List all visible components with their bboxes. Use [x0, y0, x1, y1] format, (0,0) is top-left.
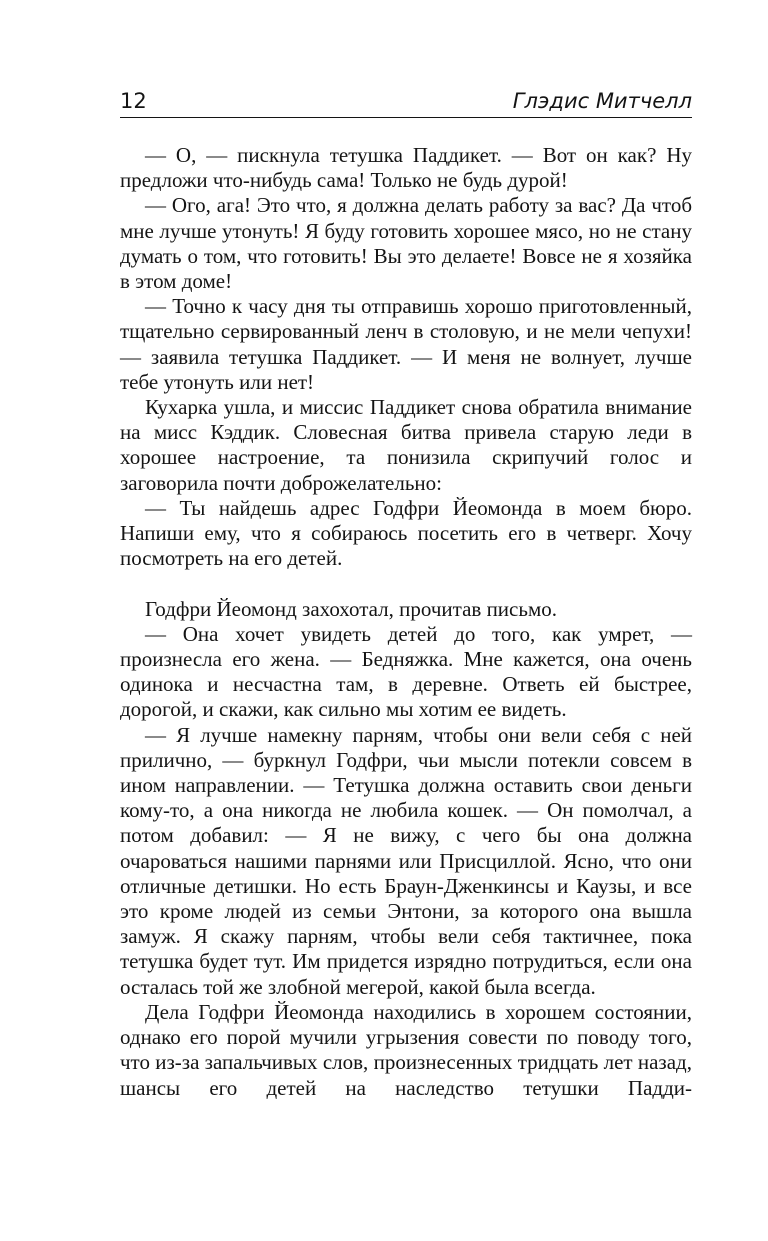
body-text	[120, 143, 692, 1101]
paragraph: — О, — пискнула тетушка Паддикет. — Вот он как? Ну предложи что-нибудь сама! Только не будь дурой!	[120, 143, 692, 193]
paragraph: — Ого, ага! Это что, я должна делать работу за вас? Да чтоб мне лучше утонуть! Я буду готовить хорошее мясо, но не стану думать о том, что готовить! Вы это делаете! Вовсе не я хозяйка в этом доме!	[120, 193, 692, 294]
page-header	[120, 86, 692, 116]
page-number: 12	[120, 89, 147, 113]
header-rule	[120, 117, 692, 118]
paragraph: — Ты найдешь адрес Годфри Йеомонда в моем бюро. Напиши ему, что я собираюсь посетить его в четверг. Хочу посмотреть на его детей.	[120, 495, 692, 571]
paragraph: Годфри Йеомонд захохотал, прочитав письмо.	[145, 596, 557, 621]
paragraph: — Я лучше намекну парням, чтобы они вели себя с ней прилично, — буркнул Годфри, чьи мысли потекли совсем в ином направлении. — Тетушка должна оставить свои деньги кому-то, а она никогда не любила кошек. — Он помолчал, а потом добавил: — Я не вижу, с чего бы она должна очароваться нашими парнями или Присциллой. Ясно, что они отличные детишки. Но есть Браун-Дженкинсы и Каузы, и все это кроме людей из семьи Энтони, за которого она вышла замуж. Я скажу парням, чтобы вели себя тактичнее, пока тетушка будет тут. Им придется изрядно потрудиться, если она осталась той же злобной мегерой, какой была всегда.	[120, 722, 692, 999]
paragraph: — Она хочет увидеть детей до того, как умрет, — произнесла его жена. — Бедняжка. Мне кажется, она очень одинока и несчастна там, в деревне. Ответь ей быстрее, дорогой, и скажи, как сильно мы хотим ее видеть.	[120, 621, 692, 722]
paragraph: — Точно к часу дня ты отправишь хорошо приготовленный, тщательно сервированный ленч в столовую, и не мели чепухи! — заявила тетушка Паддикет. — И меня не волнует, лучше тебе утонуть или нет!	[120, 294, 692, 394]
running-head-author: Глэдис Митчелл	[512, 89, 692, 113]
paragraph: Дела Годфри Йеомонда находились в хорошем состоянии, однако его порой мучили угрызения совести по поводу того, что из-за запальчивых слов, произнесенных тридцать лет назад, шансы его детей на наследство тетушки Падди-	[120, 999, 692, 1100]
paragraph: Кухарка ушла, и миссис Паддикет снова обратила внимание на мисс Кэддик. Словесная битва привела старую леди в хорошее настроение, та понизила скрипучий голос и заговорила почти доброжелательно:	[120, 395, 692, 495]
